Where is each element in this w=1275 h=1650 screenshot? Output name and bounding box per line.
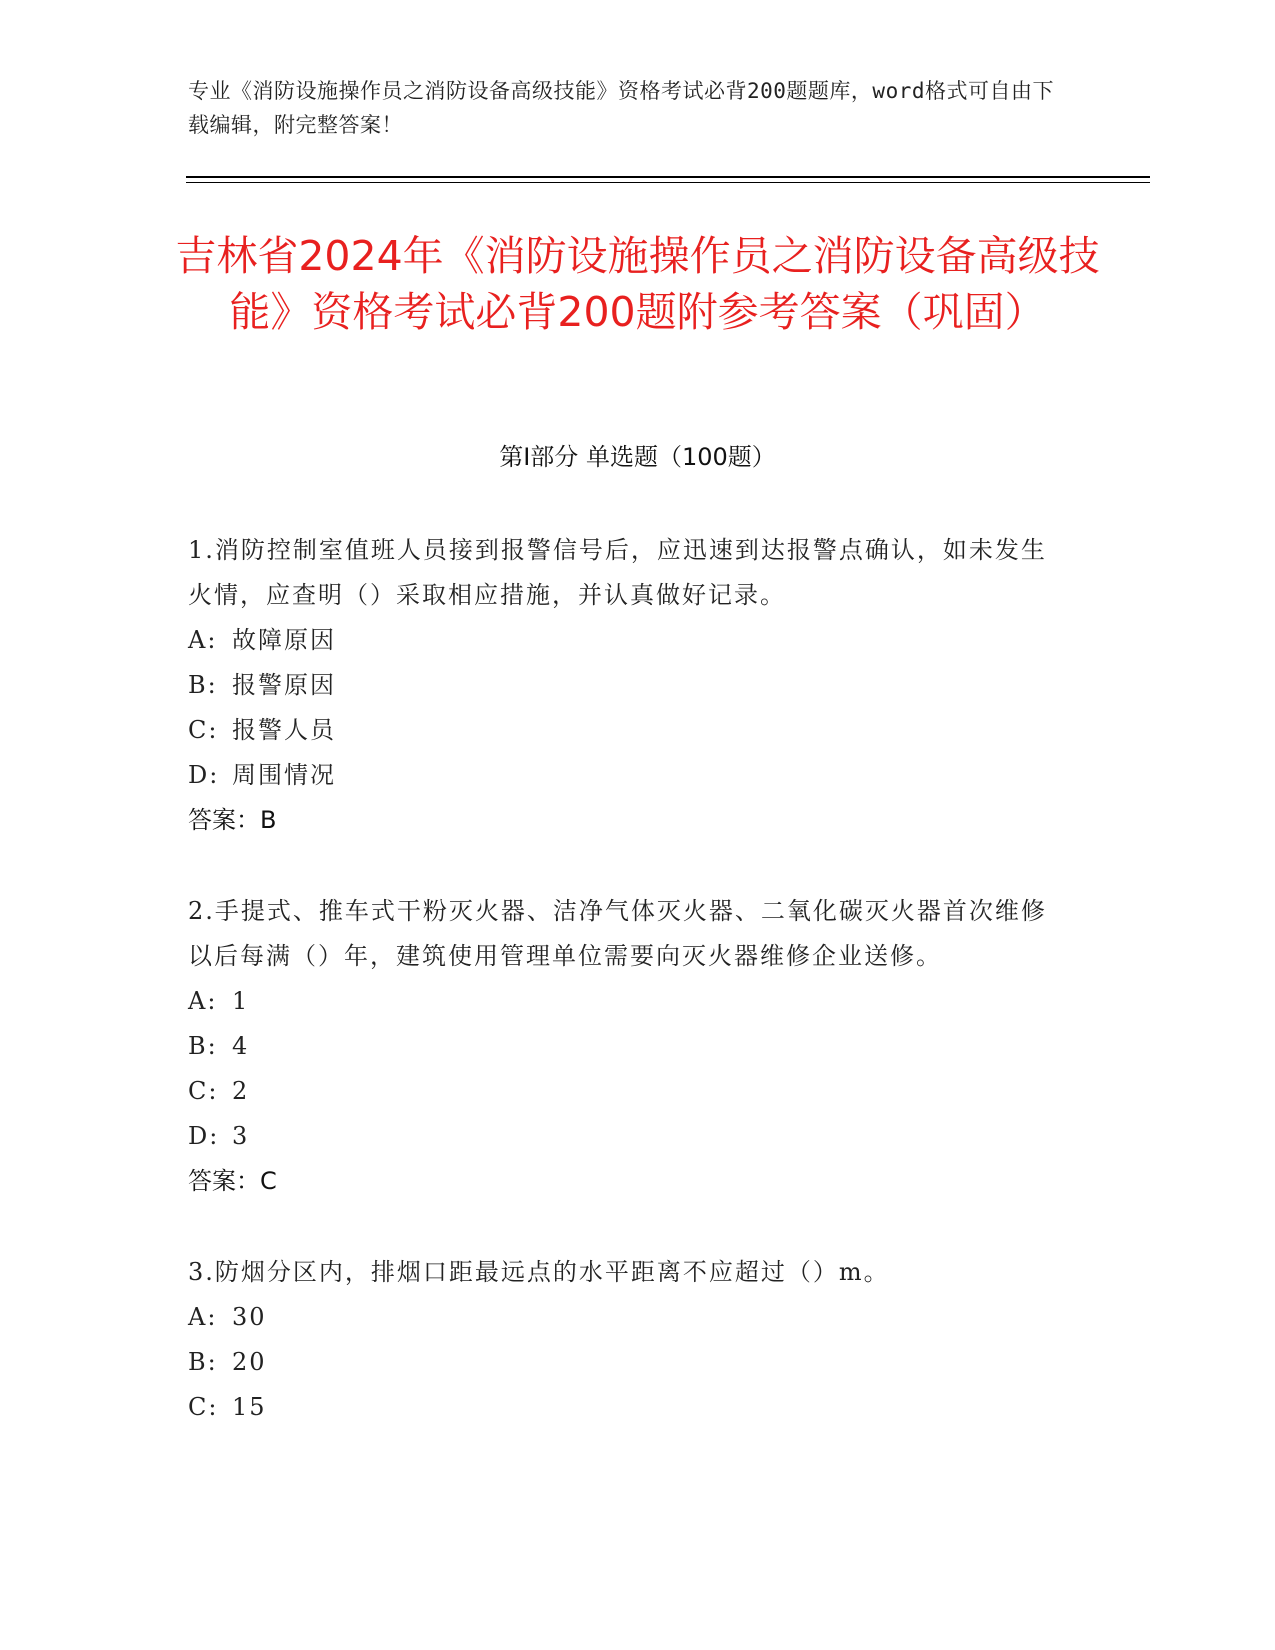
option-label: C: [188,716,219,744]
option-text: 周围情况 [232,761,336,789]
option-text: 2 [232,1077,250,1105]
option-c [188,708,1068,753]
option-d [188,1114,1068,1159]
option-text: 故障原因 [232,626,336,654]
option-label: A: [188,626,218,654]
option-text: 15 [232,1393,267,1421]
option-b [188,1340,1068,1385]
option-text: 3 [232,1122,250,1150]
option-d [188,753,1068,798]
option-a [188,618,1068,663]
answer-line: 答案：C [188,1167,277,1195]
option-b [188,663,1068,708]
option-label: B: [188,671,218,699]
option-c [188,1069,1068,1114]
option-text: 报警人员 [232,716,336,744]
option-text: 报警原因 [232,671,336,699]
question-item [188,1250,1068,1430]
header-rule-thick [186,176,1150,178]
question-item [188,889,1068,1204]
option-label: A: [188,987,218,1015]
option-label: D: [188,1122,220,1150]
option-b [188,1024,1068,1069]
option-text: 4 [232,1032,250,1060]
option-c [188,1385,1068,1430]
option-a [188,1295,1068,1340]
answer-line: 答案：B [188,806,277,834]
section-heading: 第I部分 单选题（100题） [499,443,776,471]
option-label: C: [188,1077,219,1105]
header-rule-thin [186,182,1150,183]
question-stem: 3.防烟分区内，排烟口距最远点的水平距离不应超过（）m。 [188,1258,890,1286]
option-label: A: [188,1303,218,1331]
option-label: B: [188,1032,218,1060]
option-text: 20 [232,1348,267,1376]
option-a [188,979,1068,1024]
question-list [188,528,1068,1476]
header-note: 专业《消防设施操作员之消防设备高级技能》资格考试必背200题题库，word格式可自由下载编辑，附完整答案！ [188,79,1054,137]
option-label: B: [188,1348,218,1376]
option-text: 1 [232,987,250,1015]
document-title: 吉林省2024年《消防设施操作员之消防设备高级技能》资格考试必背200题附参考答案（巩固） [175,232,1100,336]
question-stem: 1.消防控制室值班人员接到报警信号后，应迅速到达报警点确认，如未发生火情，应查明（）采取相应措施，并认真做好记录。 [188,536,1047,609]
question-item [188,528,1068,843]
option-label: C: [188,1393,219,1421]
option-label: D: [188,761,220,789]
option-text: 30 [232,1303,267,1331]
question-stem: 2.手提式、推车式干粉灭火器、洁净气体灭火器、二氧化碳灭火器首次维修以后每满（）年，建筑使用管理单位需要向灭火器维修企业送修。 [188,897,1047,970]
